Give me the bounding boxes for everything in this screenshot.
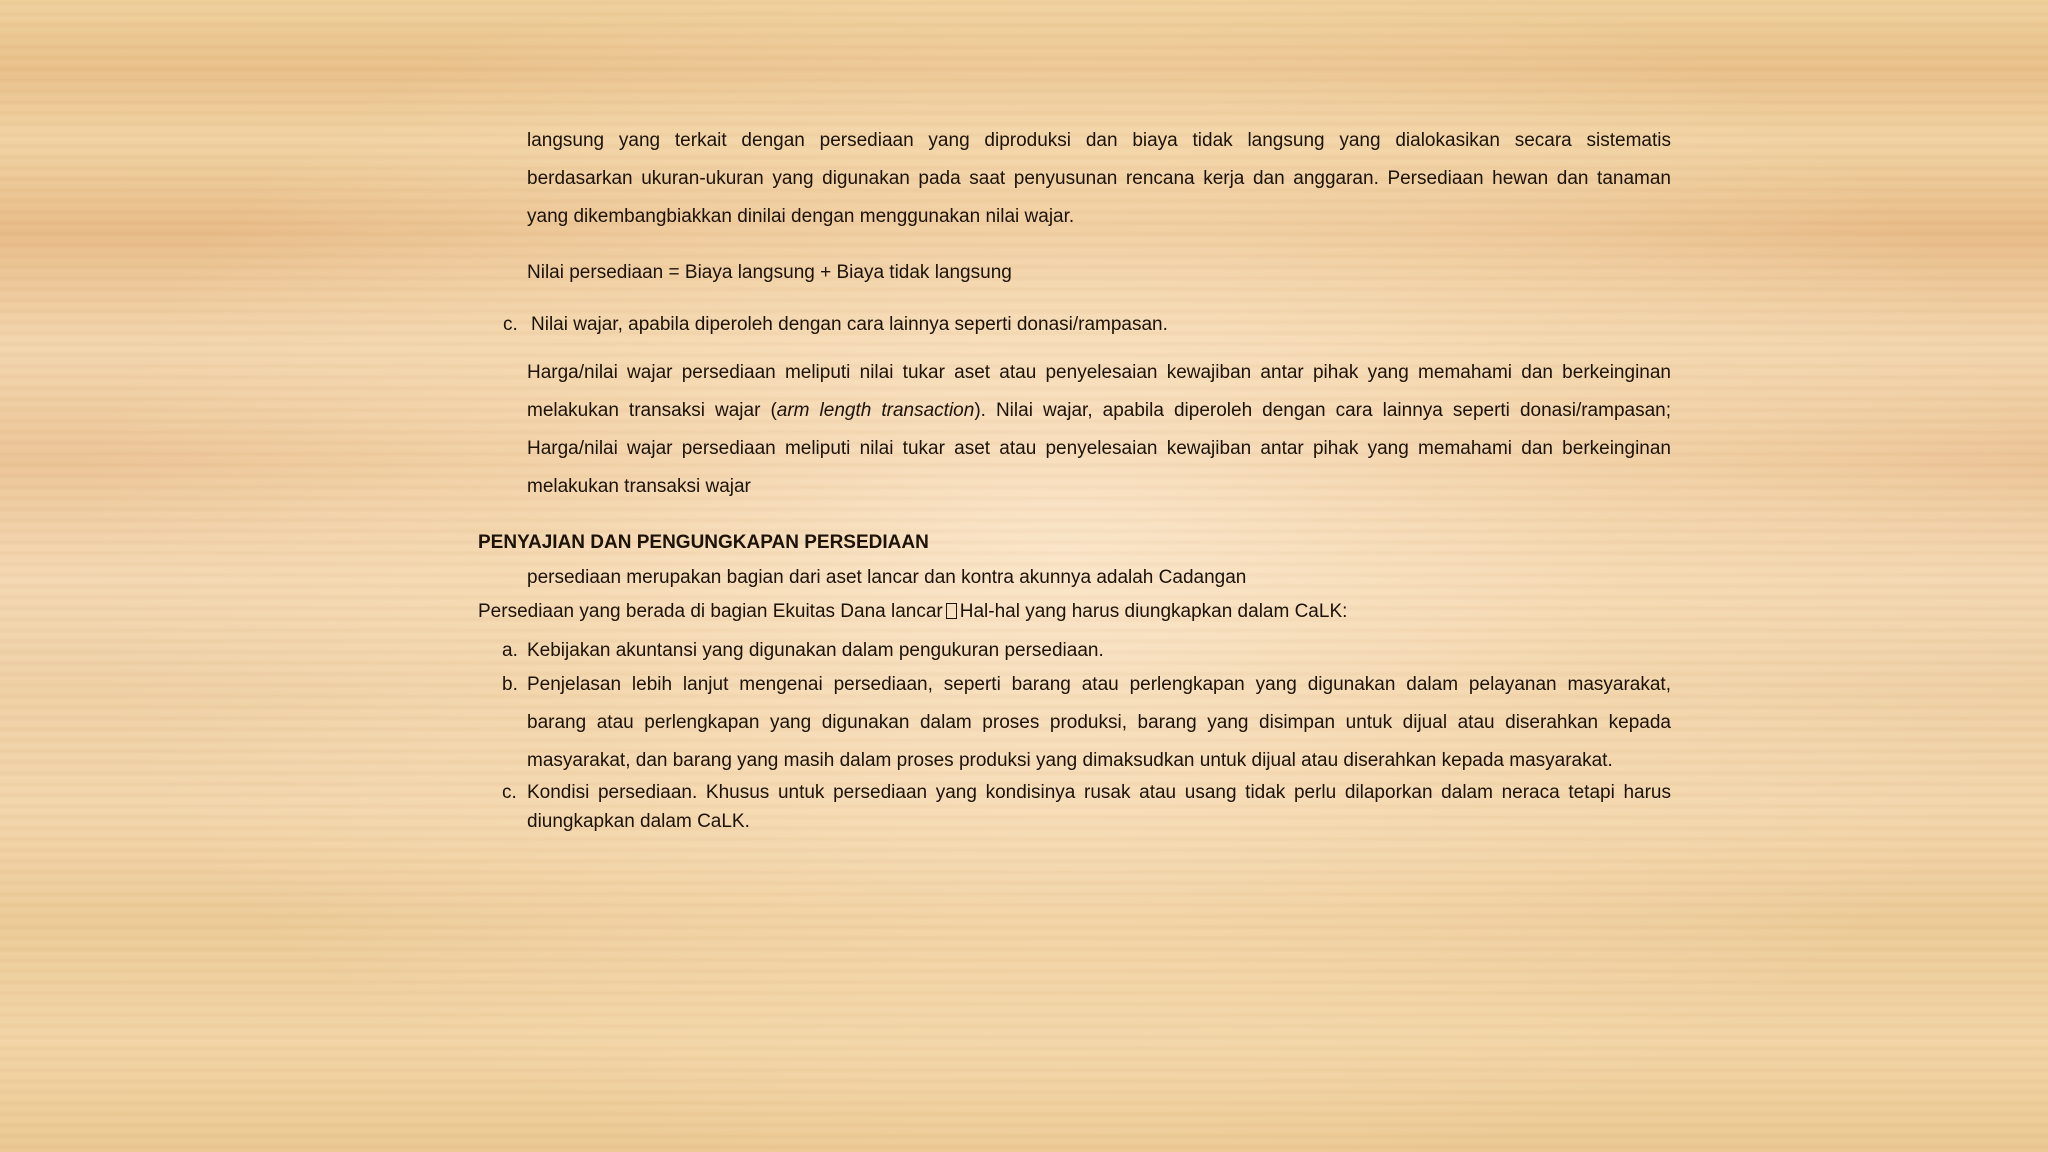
list-item-c-line-1: Kondisi persediaan. Khusus untuk persediaan yang kondisinya rusak atau usang tidak perlu dilaporkan dalam neraca tetapi harus [527, 782, 1671, 803]
paragraph-1-line-2: berdasarkan ukuran-ukuran yang digunakan pada saat penyusunan rencana kerja dan anggaran. Persediaan hewan dan tanaman [527, 168, 1671, 189]
section-line-2 [478, 600, 1347, 624]
missing-glyph-icon [946, 603, 957, 619]
paragraph-2-line-4: melakukan transaksi wajar [527, 476, 751, 497]
paragraph-2-line-1: Harga/nilai wajar persediaan meliputi nilai tukar aset atau penyelesaian kewajiban antar pihak yang memahami dan berkeinginan [527, 362, 1671, 383]
list-item-b-line-1: Penjelasan lebih lanjut mengenai persediaan, seperti barang atau perlengkapan yang digunakan dalam pelayanan masyarakat, [527, 674, 1671, 695]
list-marker-b: b. [502, 674, 518, 695]
list-marker-c-2: c. [502, 782, 517, 803]
list-marker-a: a. [502, 640, 518, 661]
paragraph-2-line-2-end: ). Nilai wajar, apabila diperoleh dengan cara lainnya seperti donasi/rampasan; [974, 400, 1671, 421]
list-item-b-line-3: masyarakat, dan barang yang masih dalam proses produksi yang dimaksudkan untuk dijual atau diserahkan kepada masyarakat. [527, 750, 1613, 771]
list-marker-c-1: c. [503, 314, 518, 335]
list-item-a-line-1: Kebijakan akuntansi yang digunakan dalam pengukuran persediaan. [527, 640, 1104, 661]
arm-length-transaction-term: arm length transaction [776, 400, 975, 421]
paragraph-2-line-2 [527, 399, 1671, 423]
paragraph-2-line-3: Harga/nilai wajar persediaan meliputi nilai tukar aset atau penyelesaian kewajiban antar pihak yang memahami dan berkeinginan [527, 438, 1671, 459]
formula-text: Nilai persediaan = Biaya langsung + Biaya tidak langsung [527, 262, 1012, 283]
section-heading: PENYAJIAN DAN PENGUNGKAPAN PERSEDIAAN [478, 532, 929, 553]
section-line-2-start: Persediaan yang berada di bagian Ekuitas Dana lancar [478, 601, 943, 622]
paragraph-2-line-2-start: melakukan transaksi wajar ( [527, 400, 777, 421]
paragraph-1-line-3: yang dikembangbiakkan dinilai dengan menggunakan nilai wajar. [527, 206, 1075, 227]
paragraph-1-line-1: langsung yang terkait dengan persediaan yang diproduksi dan biaya tidak langsung yang dialokasikan secara sistematis [527, 130, 1671, 151]
list-item-c-line-2: diungkapkan dalam CaLK. [527, 811, 750, 832]
section-line-1: persediaan merupakan bagian dari aset lancar dan kontra akunnya adalah Cadangan [527, 567, 1247, 588]
list-item-b-line-2: barang atau perlengkapan yang digunakan dalam proses produksi, barang yang disimpan untuk dijual atau diserahkan kepada [527, 712, 1671, 733]
item-c-1-text: Nilai wajar, apabila diperoleh dengan cara lainnya seperti donasi/rampasan. [531, 314, 1168, 335]
section-line-2-end: Hal-hal yang harus diungkapkan dalam CaLK: [959, 601, 1348, 622]
